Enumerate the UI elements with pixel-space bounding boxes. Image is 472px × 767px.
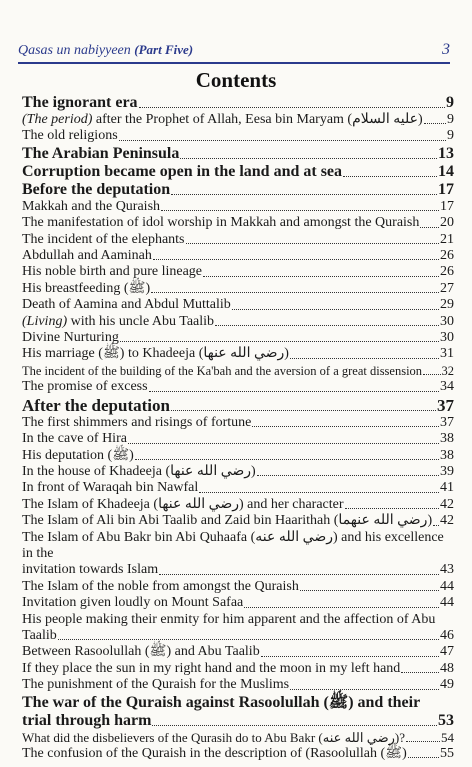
toc-entry [22, 730, 454, 746]
dot-leader [159, 574, 439, 575]
toc-entry [22, 677, 454, 693]
toc-entry-page: 17 [438, 180, 454, 198]
dot-leader [161, 210, 439, 211]
dot-leader [244, 607, 439, 608]
toc-entry [22, 431, 454, 447]
dot-leader [345, 508, 439, 509]
toc-entry-title: The promise of excess [22, 379, 148, 395]
toc-entry-page: 21 [440, 231, 454, 247]
toc-entry-title: His breastfeeding (ﷺ) [22, 280, 151, 296]
dot-leader [120, 341, 439, 342]
toc-entry-page: 20 [440, 215, 454, 231]
toc-entry-page: 43 [440, 562, 454, 578]
dot-leader [58, 639, 439, 640]
dot-leader [128, 443, 439, 444]
toc-entry [22, 264, 454, 280]
toc-entry-page: 30 [440, 330, 454, 346]
toc-entry [22, 746, 454, 762]
toc-entry [22, 448, 454, 464]
toc-entry-title: The Arabian Peninsula [22, 144, 180, 162]
toc-entry [22, 128, 454, 144]
toc-entry-page: 17 [440, 198, 454, 214]
toc-entry-title: invitation towards Islam [22, 562, 159, 578]
toc-entry-title: Makkah and the Quraish [22, 198, 161, 214]
toc-entry-page: 38 [440, 431, 454, 447]
toc-entry [22, 297, 454, 313]
dot-leader [290, 689, 439, 690]
toc-entry-title: Death of Aamina and Abdul Muttalib [22, 297, 231, 313]
toc-entry-title: If they place the sun in my right hand and the moon in my left hand [22, 660, 401, 676]
toc-entry [22, 112, 454, 128]
toc-entry-title: The war of the Quraish against Rasoolullah (ﷺ) and their [22, 693, 421, 711]
toc-entry [22, 464, 454, 480]
toc-entry-title: The Islam of the noble from amongst the Quraish [22, 578, 299, 594]
toc-entry [22, 94, 454, 112]
toc-entry-page: 54 [441, 729, 454, 745]
toc-entry-title: Invitation given loudly on Mount Safaa [22, 595, 244, 611]
toc-entry-title: The Islam of Khadeeja (رضي الله عنها) and her character [22, 496, 344, 512]
toc-entry-title: The confusion of the Quraish in the description of (Rasoolullah (ﷺ) [22, 746, 407, 761]
toc-entry-page: 39 [440, 463, 454, 479]
toc-entry [22, 199, 454, 215]
toc-entry [22, 497, 454, 513]
dot-leader [152, 725, 437, 726]
dot-leader [300, 590, 439, 591]
dot-leader [186, 243, 440, 244]
dot-leader [153, 259, 439, 260]
toc-entry [22, 612, 454, 628]
toc-entry-title: The punishment of the Quraish for the Muslims [22, 677, 290, 693]
toc-entry-page: 9 [447, 112, 454, 127]
toc-entry-page: 44 [440, 595, 454, 611]
toc-entry-title: His noble birth and pure lineage [22, 264, 203, 280]
toc-entry-page: 42 [440, 496, 454, 512]
dot-leader [151, 292, 439, 293]
page-title: Contents [195, 68, 277, 92]
dot-leader [139, 107, 445, 108]
dot-leader [119, 140, 446, 141]
toc-entry [22, 281, 454, 297]
toc-entry-page: 38 [440, 447, 454, 463]
toc-entry-page: 53 [438, 711, 454, 729]
dot-leader [423, 374, 440, 375]
toc-entry [22, 346, 454, 362]
toc-entry [22, 314, 454, 330]
toc-entry [22, 232, 454, 248]
toc-entry-page: 26 [440, 264, 454, 280]
toc-entry-title: Between Rasoolullah (ﷺ) and Abu Taalib [22, 644, 260, 660]
toc-entry-title: The Islam of Abu Bakr bin Abi Quhaafa (رضي الله عنه) and his excellence in the [22, 529, 444, 561]
toc-entry [22, 363, 454, 379]
toc-entry [22, 628, 454, 644]
toc-entry [22, 562, 454, 578]
toc-entry [22, 415, 454, 431]
toc-entry [22, 480, 454, 496]
toc-entry-page: 41 [440, 480, 454, 496]
toc-entry-title: The incident of the elephants [22, 231, 185, 247]
dot-leader [215, 325, 439, 326]
dot-leader [424, 123, 446, 124]
dot-leader [401, 672, 439, 673]
toc-entry-title: (The period) after the Prophet of Allah, Eesa bin Maryam (عليه السلام) [22, 112, 423, 127]
dot-leader [199, 492, 439, 493]
toc-entry-page: 37 [440, 414, 454, 430]
toc-entry-page: 42 [440, 513, 454, 529]
dot-leader [261, 656, 439, 657]
toc-entry-page: 47 [440, 644, 454, 660]
toc-entry-title: Corruption became open in the land and at sea [22, 162, 343, 180]
toc-entry [22, 579, 454, 595]
toc-entry [22, 530, 454, 563]
toc-entry-page: 13 [438, 144, 454, 162]
toc-entry-title: Before the deputation [22, 180, 171, 198]
toc-entry-page: 30 [440, 313, 454, 329]
toc-entry [22, 248, 454, 264]
toc-entry-title: The Islam of Ali bin Abi Taalib and Zaid bin Haarithah (رضي الله عنهما) [22, 513, 433, 529]
dot-leader [171, 194, 437, 195]
dot-leader [135, 459, 439, 460]
dot-leader [149, 391, 439, 392]
toc-entry-page: 27 [440, 280, 454, 296]
toc-entry-title: trial through harm [22, 711, 152, 729]
toc-entry-title: In front of Waraqah bin Nawfal [22, 480, 199, 496]
toc-entry-title: In the house of Khadeeja (رضي الله عنها) [22, 463, 256, 479]
toc-entry [22, 396, 454, 415]
toc-entry [22, 163, 454, 181]
toc-entry [22, 145, 454, 163]
toc-entry-page: 37 [437, 395, 454, 415]
toc-entry-title: In the cave of Hira [22, 431, 127, 447]
toc-entry-title: Abdullah and Aaminah [22, 248, 152, 264]
toc-entry-page: 34 [440, 379, 454, 395]
dot-leader [180, 158, 437, 159]
table-of-contents [22, 94, 454, 762]
toc-entry [22, 712, 454, 730]
toc-entry-page: 26 [440, 248, 454, 264]
dot-leader [420, 227, 439, 228]
toc-entry [22, 595, 454, 611]
toc-entry-title: (Living) with his uncle Abu Taalib [22, 313, 215, 329]
running-header [18, 40, 450, 64]
toc-entry-page: 48 [440, 660, 454, 676]
dot-leader [290, 358, 439, 359]
toc-entry-page: 14 [438, 162, 454, 180]
toc-entry-title: Divine Nurturing [22, 330, 119, 346]
toc-entry [22, 181, 454, 199]
toc-entry [22, 694, 454, 712]
toc-entry-title: His people making their enmity for him apparent and the affection of Abu [22, 611, 436, 627]
dot-leader [343, 176, 437, 177]
toc-entry-page: 29 [440, 297, 454, 313]
toc-entry-page: 9 [447, 128, 454, 144]
toc-entry [22, 661, 454, 677]
toc-entry [22, 513, 454, 529]
toc-entry-title: The incident of the building of the Ka'bah and the aversion of a great dissension [22, 363, 423, 378]
dot-leader [171, 410, 436, 411]
toc-entry [22, 644, 454, 660]
toc-entry-title: After the deputation [22, 395, 170, 415]
toc-entry-page: 9 [446, 94, 454, 111]
toc-entry-title: His deputation (ﷺ) [22, 447, 134, 463]
toc-entry-page: 46 [440, 627, 454, 643]
toc-entry-title: What did the disbelievers of the Qurasih do to Abu Bakr (رضي الله عنه)? [22, 729, 406, 745]
toc-entry-title: Taalib [22, 627, 57, 643]
dot-leader [406, 741, 440, 742]
toc-entry [22, 215, 454, 231]
toc-entry-title: The manifestation of idol worship in Makkah and amongst the Quraish [22, 215, 420, 231]
dot-leader [252, 426, 439, 427]
toc-entry [22, 379, 454, 395]
toc-entry-title: The first shimmers and risings of fortune [22, 414, 252, 430]
dot-leader [232, 309, 439, 310]
toc-entry-page: 49 [440, 677, 454, 693]
dot-leader [408, 757, 439, 758]
header-book-title: Qasas un nabiyyeen (Part Five) [18, 42, 194, 58]
toc-entry-title: The ignorant era [22, 94, 138, 111]
dot-leader [203, 276, 439, 277]
dot-leader [433, 525, 439, 526]
toc-entry-page: 55 [440, 746, 454, 761]
toc-entry-title: The old religions [22, 128, 118, 144]
page-number: 3 [442, 41, 450, 58]
toc-entry-page: 44 [440, 578, 454, 594]
toc-entry [22, 330, 454, 346]
dot-leader [257, 475, 439, 476]
toc-entry-page: 31 [440, 346, 454, 362]
toc-entry-page: 32 [441, 363, 454, 378]
toc-entry-title: His marriage (ﷺ) to Khadeeja (رضي الله عنها) [22, 346, 289, 362]
